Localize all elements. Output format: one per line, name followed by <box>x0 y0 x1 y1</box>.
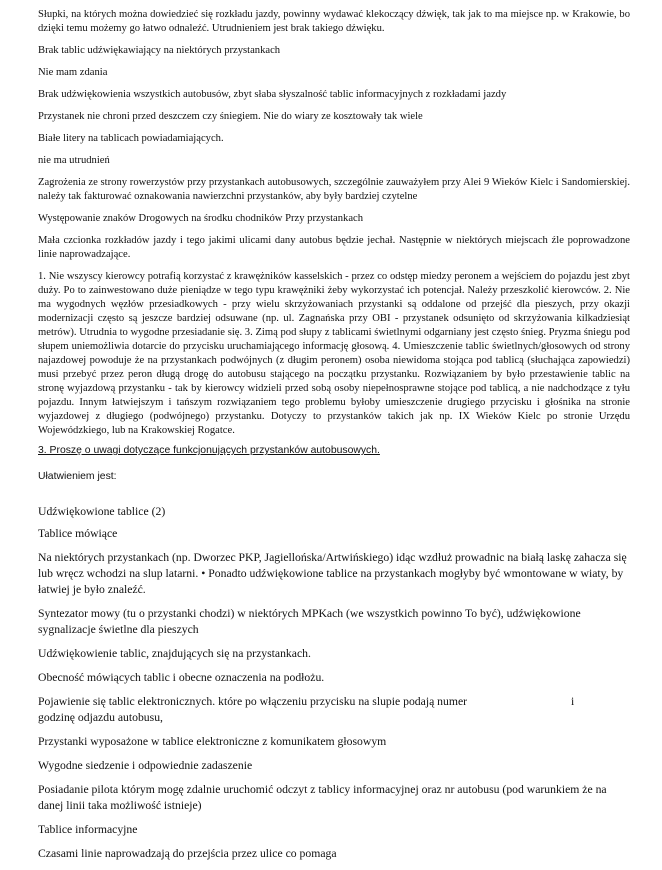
response-item: Tablice mówiące <box>38 527 118 540</box>
response-item: Udźwiękowione tablice (2) <box>38 505 166 518</box>
response-paragraph: Mała czcionka rozkładów jazdy i tego jakimi ulicami dany autobus będzie jechał. Następnie w niektórych miejscach źle poprowadzone linie naprowadzające. <box>38 235 630 260</box>
response-item-line: Pojawienie się tablic elektronicznych. które po włączeniu przycisku na slupie podają numer <box>38 695 468 708</box>
response-paragraph: nie ma utrudnień <box>38 155 110 166</box>
response-item: Tablice informacyjne <box>38 823 138 836</box>
response-paragraph: 1. Nie wszyscy kierowcy potrafią korzystać z krawężników kasselskich - przez co odstęp miedzy peronem a wejściem do pojazdu jest zbyt duży. Po to zainwestowano duże pieniądze w tego typu krawężniki żeby wykorzystać ich potencjał. Należy przeszkolić kierowców. 2. Nie ma wygodnych węzłów przesiadkowych - przy wielu skrzyżowaniach przystanki są oddalone od przejść dla pieszych, przy okazji modernizacji często są jeszcze bardziej odsuwane (np. ul. Zagnańska przy OBI - przystanek odsunięto od skrzyżowania kilkadziesiąt metrów). Utrudnia to wygodne przesiadanie się. 3. Zimą pod słupy z tablicami świetlnymi odgarniany jest często śnieg. Pryzma śniegu pod słupem uniemożliwia dotarcie do przycisku uruchamiającego informację głosową. 4. Umieszczenie tablic świetlnych/głosowych od strony najazdowej powoduje że na przystankach podwójnych (z długim peronem) osoba niewidoma stojąca pod tablicą (słuchająca zapowiedzi) musi przebyć przez peron długą drogę do autobusu stającego na początku przystanku. Rozwiązaniem by było przestawienie tablic na stronę wyjazdową przystanku - tak by kierowcy widzieli przed sobą osoby niepełnosprawne stojące pod tablicą, a nie nadchodzące z tyłu pojazdu. Innym łatwiejszym i tańszym rozwiązaniem tego problemu byłoby umieszczenie drugiego przycisku i głośnika na stronie wyjazdowej z długiego (podwójnego) przystanku. Dotyczy to przystanków takich jak np. IX Wieków Kielc po stronie Urzędu Wojewódzkiego, lub na Krakowskiej Rogatce. <box>38 271 630 436</box>
response-paragraph: Zagrożenia ze strony rowerzystów przy przystankach autobusowych, szczególnie zauważyłem przy Alei 9 Wieków Kielc i Sandomierskiej. należy tak fakturować oznakowania nawierzchni przystanków, aby były bardziej czytelne <box>38 177 630 202</box>
response-item: Syntezator mowy (tu o przystanki chodzi) w niektórych MPKach (we wszystkich powinno To być), udźwiękowione sygnalizacje świetlne dla pieszych <box>38 607 581 636</box>
response-paragraph: Brak udźwiękowienia wszystkich autobusów, zbyt słaba słyszalność tablic informacyjnych z rozkładami jazdy <box>38 89 507 100</box>
response-item: Posiadanie pilota którym mogę zdalnie uruchomić odczyt z tablicy informacyjnej oraz nr autobusu (pod warunkiem że na danej linii taka możliwość istnieje) <box>38 783 607 812</box>
response-paragraph: Słupki, na których można dowiedzieć się rozkładu jazdy, powinny wydawać klekoczący dźwięk, tak jak to ma miejsce np. w Krakowie, bo dzięki temu możemy go łatwo odnaleźć. Utrudnieniem jest brak takiego dźwięku. <box>38 9 630 34</box>
response-item: Obecność mówiących tablic i obecne oznaczenia na podłożu. <box>38 671 325 684</box>
response-paragraph: Brak tablic udźwiękawiający na niektórych przystankach <box>38 45 281 56</box>
document-page <box>38 8 630 870</box>
response-item <box>38 694 630 726</box>
response-paragraph: Nie mam zdania <box>38 67 108 78</box>
section-heading: 3. Proszę o uwagi dotyczące funkcjonujących przystanków autobusowych. <box>38 445 380 456</box>
response-item: Przystanki wyposażone w tablice elektroniczne z komunikatem głosowym <box>38 735 387 748</box>
section-intro: Ułatwieniem jest: <box>38 471 117 482</box>
response-item: Na niektórych przystankach (np. Dworzec PKP, Jagiellońska/Artwińskiego) idąc wzdłuż prowadnic na białą laskę zahacza się lub wręcz wchodzi na slup latarni. • Ponadto udźwiękowione tablice na przystankach mogłyby być wmontowane w wiaty, by łatwiej je było znaleźć. <box>38 551 627 596</box>
response-item: Czasami linie naprowadzają do przejścia przez ulice co pomaga <box>38 847 337 860</box>
response-paragraph: Przystanek nie chroni przed deszczem czy śniegiem. Nie do wiary ze kosztowały tak wiele <box>38 111 423 122</box>
response-paragraph: Występowanie znaków Drogowych na środku chodników Przy przystankach <box>38 213 364 224</box>
response-paragraph: Białe litery na tablicach powiadamiających. <box>38 133 224 144</box>
response-item: Wygodne siedzenie i odpowiednie zadaszenie <box>38 759 253 772</box>
response-item: Udźwiękowienie tablic, znajdujących się na przystankach. <box>38 647 311 660</box>
response-item-line: godzinę odjazdu autobusu, <box>38 711 163 724</box>
stray-character: i <box>571 695 575 708</box>
